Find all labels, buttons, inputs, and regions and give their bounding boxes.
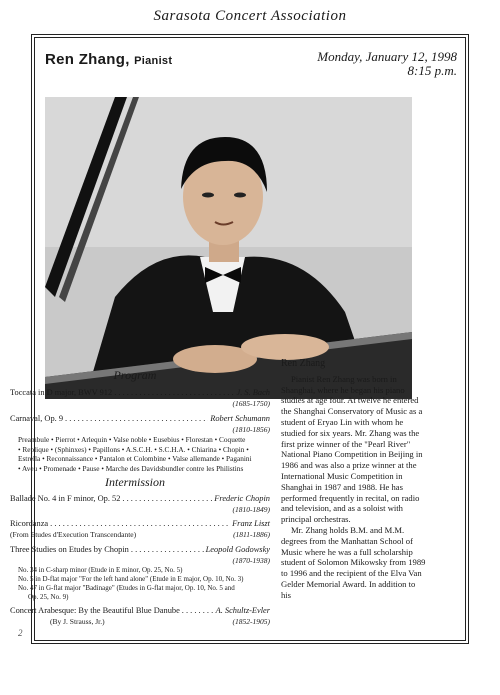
piece-title: Toccata in D major, BWV 912 [10,388,113,397]
piece-composer: Robert Schumann [210,414,270,423]
concert-time: 8:15 p.m. [407,63,457,78]
concert-day: Monday, January 12, 1998 [317,49,457,64]
piece-dates: (1870-1938) [232,556,270,565]
piece-dates: (1810-1849) [232,505,270,514]
performer-role: Pianist [134,55,173,67]
piece-schultz-evler-subtitle-row [10,617,270,626]
piece-chopin-dates-row [10,505,270,514]
leader-dots [182,606,214,616]
piece-dates: (1685-1750) [232,399,270,408]
piece-schumann [10,414,270,424]
pianist-photo [45,97,412,399]
bio-paragraph: Mr. Zhang holds B.M. and M.M. degrees from the Manhattan School of Music where he was a full scholarship student of Solomon Mikowsky from 1989 to 1996 and the recipient of the Elva Van Gelder Memorial Award. In addition to his [281,524,426,600]
intermission-heading: Intermission [105,475,165,489]
performer-name: Ren Zhang, [45,51,130,68]
leader-dots [50,519,230,529]
program-heading: Program [113,368,157,382]
piece-title: Ricordanza [10,519,49,528]
piece-schultz-evler [10,606,270,616]
piece-composer: Frederic Chopin [214,494,270,503]
godowsky-studies [18,566,268,602]
study-line: No. 5 in D-flat major "For the left hand alone" (Etude in E major, Op. 10, No. 3) [18,575,244,583]
piece-title: Concert Arabesque: By the Beautiful Blue Danube [10,606,180,615]
study-line: No. 34 in C-sharp minor (Etude in E minor, Op. 25, No. 5) [18,566,183,574]
piece-subtitle: (By J. Strauss, Jr.) [50,617,105,626]
pianist-photo-icon [45,97,412,399]
piece-dates: (1811-1886) [233,530,270,539]
piece-title: Three Studies on Etudes by Chopin [10,545,129,554]
leader-dots [65,414,208,424]
piece-composer: Leopold Godowsky [205,545,270,554]
piece-chopin [10,494,270,504]
piece-composer: A. Schultz-Evler [215,606,270,615]
concert-date [317,50,457,78]
piece-title: Ballade No. 4 in F minor, Op. 52 [10,494,121,503]
piece-dates: (1810-1856) [232,425,270,434]
piece-composer: Franz Liszt [232,519,270,528]
study-line: Op. 25, No. 9) [28,593,69,601]
leader-dots [131,545,204,555]
bio-name: Ren Zhang [281,358,326,369]
leader-dots [122,494,212,504]
piece-liszt-subtitle-row [10,530,270,539]
study-line: No. 47 in G-flat major "Badinage" (Etudes in G-flat major, Op. 10, No. 5 and [18,584,235,592]
piece-subtitle: (From Etudes d'Execution Transcendante) [10,530,137,539]
piece-godowsky [10,545,270,555]
piece-bach-dates-row [10,399,270,408]
piece-bach [10,388,270,398]
page-mark: 2 [18,628,23,638]
piece-title: Carnaval, Op. 9 [10,414,64,423]
performer-title [45,51,172,68]
movement-line: Estrella • Reconnaissance • Pantalon et Colombine • Valse allemande • Paganini [18,454,252,463]
movement-line: • Aveu • Promenade • Pause • Marche des Davidsbundler contre les Philistins [18,463,244,473]
movement-line: Preambule • Pierrot • Arlequin • Valse noble • Eusebius • Florestan • Coquette [18,435,246,444]
piece-schumann-dates-row [10,425,270,434]
piece-dates: (1852-1905) [232,617,270,626]
movement-line: • Replique • (Sphinxes) • Papillons • A.S.C.H. • S.C.H.A. • Chiarina • Chopin • [18,444,249,454]
bio-paragraph: Pianist Ren Zhang was born in Shanghai, where he began his piano studies at age four. At twelve he entered the Shanghai Conservatory of Music as a student of Eryao Lin with whom he studied for six years. Mr. Zhang was the first prize winner of the "Pearl River" National Piano Competition in Beijing in 1986 and was also a prize winner at the International Music Competition in Shanghai in 1987 and 1988. He has performed frequently in recital, on radio and television, and as a soloist with principal orchestras. [281,373,423,525]
carnaval-movements [18,435,268,473]
piece-composer: J. S. Bach [236,388,270,397]
piece-godowsky-dates-row [10,556,270,565]
leader-dots [114,388,234,398]
association-header: Sarasota Concert Association [153,8,347,24]
piece-liszt [10,519,270,529]
performer-bio [281,359,426,601]
